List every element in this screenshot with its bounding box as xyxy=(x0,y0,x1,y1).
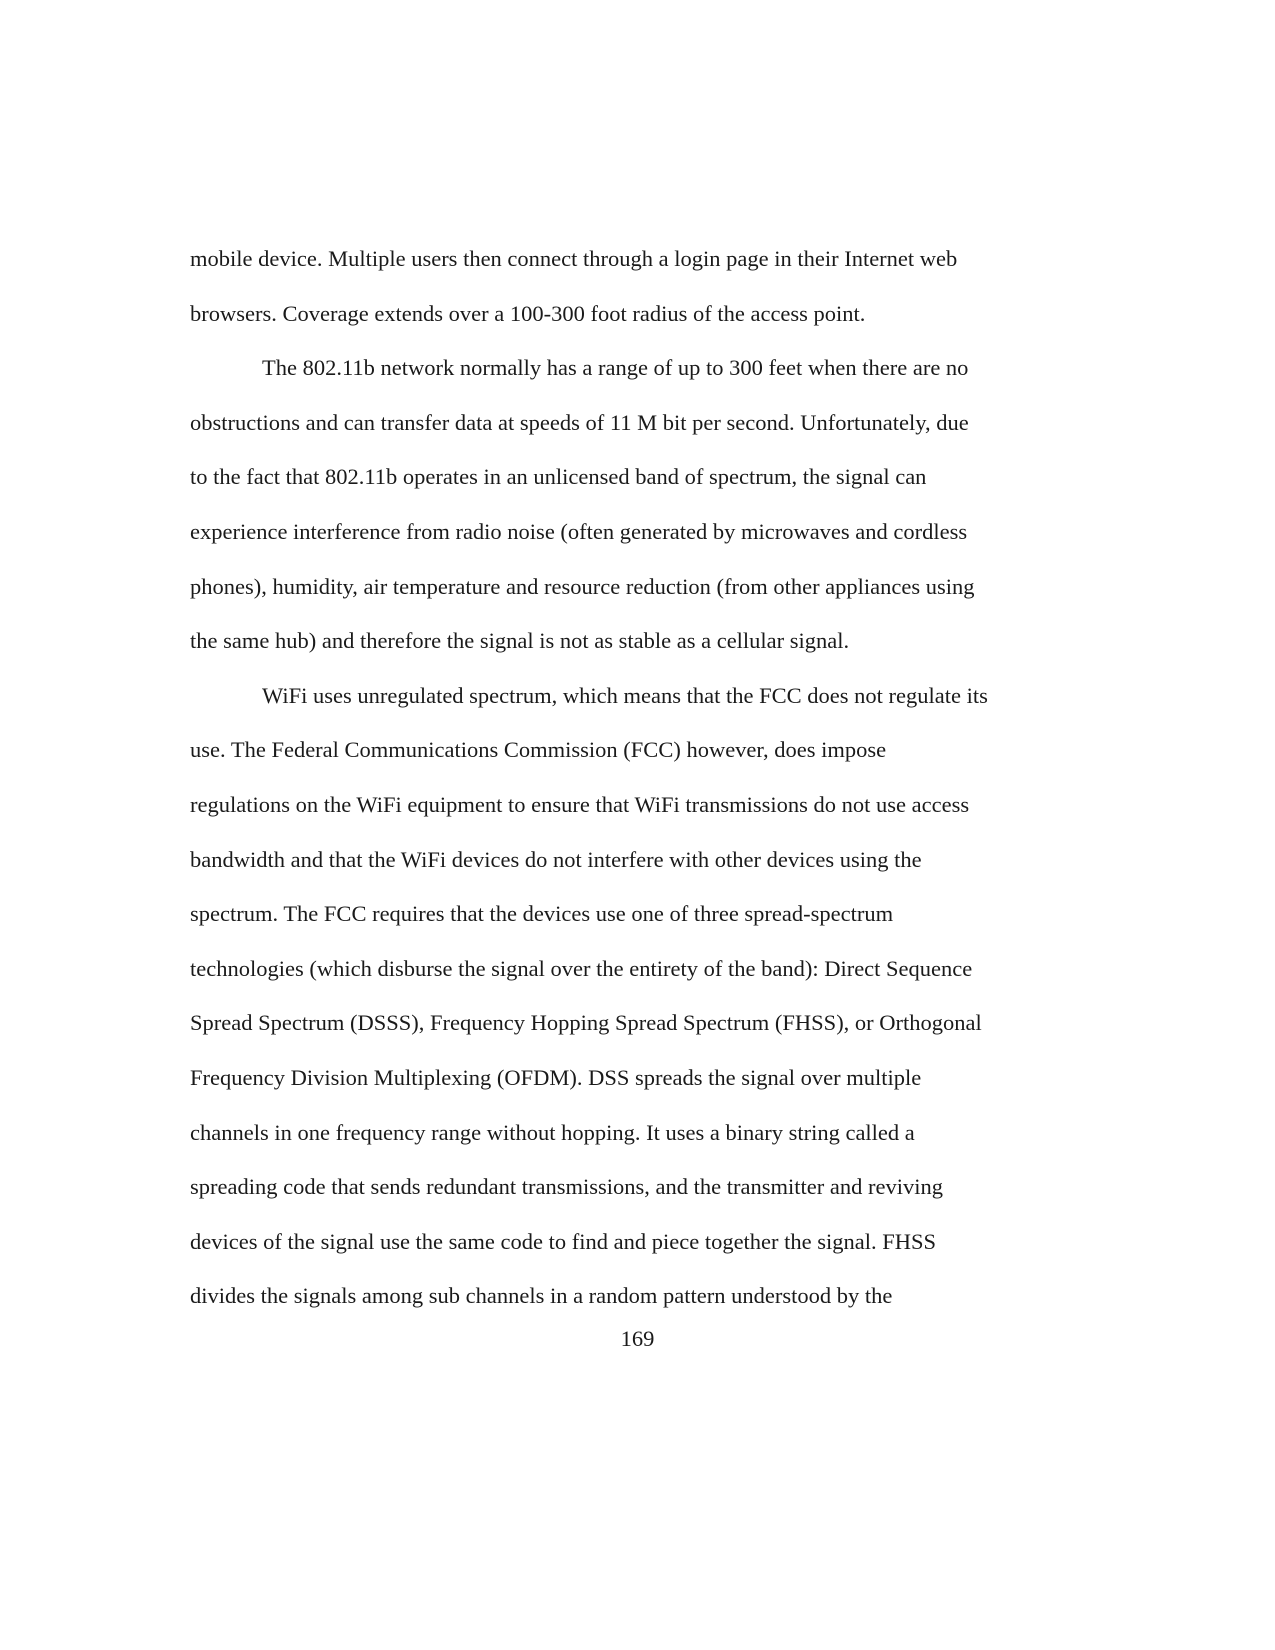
text-line: obstructions and can transfer data at speeds of 11 M bit per second. Unfortunately, due xyxy=(190,409,969,435)
text-line: mobile device. Multiple users then connect through a login page in their Internet web xyxy=(190,246,958,271)
text-line: WiFi uses unregulated spectrum, which means that the FCC does not regulate its xyxy=(262,682,988,708)
text-line: Frequency Division Multiplexing (OFDM). DSS spreads the signal over multiple xyxy=(190,1065,922,1090)
text-line: spreading code that sends redundant transmissions, and the transmitter and reviving xyxy=(190,1174,943,1200)
text-line: the same hub) and therefore the signal is not as stable as a cellular signal. xyxy=(190,628,850,654)
text-line: use. The Federal Communications Commission (FCC) however, does impose xyxy=(190,737,887,763)
page-number: 169 xyxy=(620,1326,655,1351)
text-line: bandwidth and that the WiFi devices do not interfere with other devices using the xyxy=(190,846,922,872)
text-line: devices of the signal use the same code to find and piece together the signal. FHSS xyxy=(190,1228,937,1254)
text-line: regulations on the WiFi equipment to ensure that WiFi transmissions do not use access xyxy=(190,792,970,817)
text-line: divides the signals among sub channels in a random pattern understood by the xyxy=(190,1283,893,1309)
text-line: to the fact that 802.11b operates in an unlicensed band of spectrum, the signal can xyxy=(190,464,927,490)
text-line: technologies (which disburse the signal over the entirety of the band): Direct Sequence xyxy=(190,955,973,981)
text-line: The 802.11b network normally has a range of up to 300 feet when there are no xyxy=(262,355,969,381)
text-line: spectrum. The FCC requires that the devices use one of three spread-spectrum xyxy=(190,901,894,927)
text-line: experience interference from radio noise (often generated by microwaves and cordless xyxy=(190,519,968,544)
text-line: channels in one frequency range without hopping. It uses a binary string called a xyxy=(190,1119,915,1145)
text-line: browsers. Coverage extends over a 100-300 foot radius of the access point. xyxy=(190,300,866,326)
text-line: phones), humidity, air temperature and resource reduction (from other appliances using xyxy=(190,573,975,599)
text-line: Spread Spectrum (DSSS), Frequency Hopping Spread Spectrum (FHSS), or Orthogonal xyxy=(190,1010,982,1036)
